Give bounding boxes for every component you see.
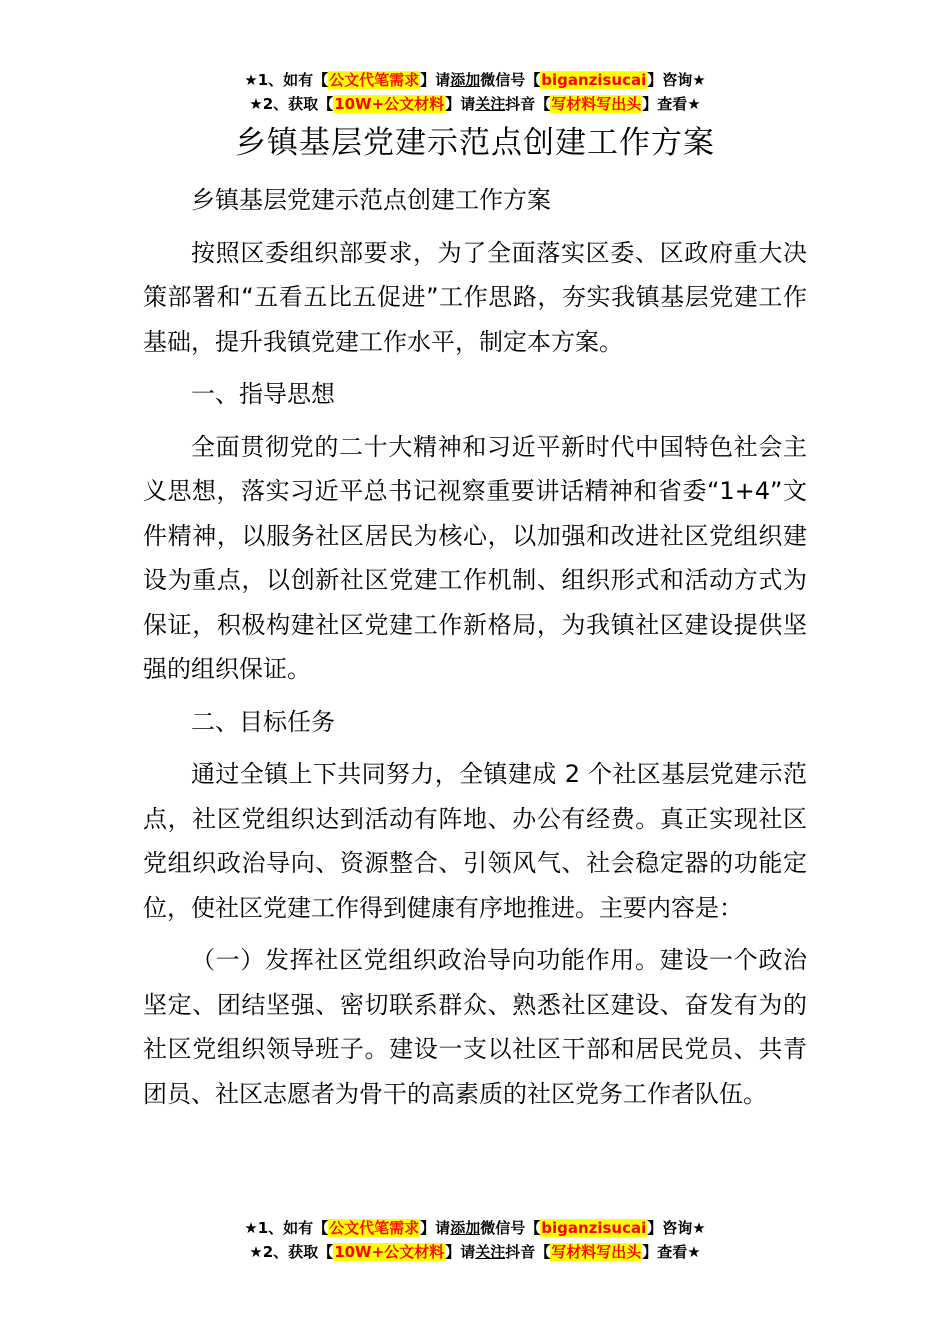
promo-text: 】请 [420, 71, 451, 89]
promo-highlight: 10W+公文材料 [334, 1243, 445, 1261]
promo-text: 微信号【 [480, 1219, 541, 1237]
promo-text: ★1、如有【 [244, 71, 329, 89]
intro-paragraph: 按照区委组织部要求，为了全面落实区委、区政府重大决策部署和“五看五比五促进”工作思路，夯实我镇基层党建工作基础，提升我镇党建工作水平，制定本方案。 [143, 238, 807, 356]
goals-paragraph: 通过全镇上下共同努力，全镇建成 2 个社区基层党建示范点，社区党组织达到活动有阵地、办公有经费。真正实现社区党组织政治导向、资源整合、引领风气、社会稳定器的功能定位，使社区党建工作得到健康有序地推进。主要内容是： [143, 760, 807, 922]
document-body [143, 178, 807, 1124]
section-heading-guiding-thought: 一、指导思想 [191, 380, 335, 408]
promo-text: ★2、获取【 [249, 1243, 334, 1261]
promo-line-1 [0, 1216, 950, 1240]
promo-text: 】查看★ [642, 1243, 701, 1261]
promo-highlight: 10W+公文材料 [334, 95, 445, 113]
promo-line-2 [0, 1240, 950, 1264]
promo-highlight: 公文代笔需求 [329, 1219, 420, 1237]
promo-underline-text: 关注 [475, 1243, 506, 1261]
promo-text: 抖音【 [505, 95, 551, 113]
promo-highlight: biganzisucai [541, 1219, 647, 1237]
promo-underline-text: 关注 [475, 95, 506, 113]
promo-text: 】请 [445, 95, 476, 113]
promo-line-2 [0, 92, 950, 116]
promo-line-1 [0, 68, 950, 92]
header-promo-banner [0, 68, 950, 116]
promo-highlight: biganzisucai [541, 71, 647, 89]
promo-text: 】请 [445, 1243, 476, 1261]
promo-text: 】请 [420, 1219, 451, 1237]
promo-text: ★1、如有【 [244, 1219, 329, 1237]
promo-text: 微信号【 [480, 71, 541, 89]
promo-text: 】查看★ [642, 95, 701, 113]
item-one-paragraph: （一）发挥社区党组织政治导向功能作用。建设一个政治坚定、团结坚强、密切联系群众、熟悉社区建设、奋发有为的社区党组织领导班子。建设一支以社区干部和居民党员、共青团员、社区志愿者为骨干的高素质的社区党务工作者队伍。 [143, 946, 807, 1108]
footer-promo-banner [0, 1216, 950, 1264]
promo-underline-text: 添加 [450, 71, 481, 89]
guiding-thought-paragraph: 全面贯彻党的二十大精神和习近平新时代中国特色社会主义思想，落实习近平总书记视察重要讲话精神和省委“1+4”文件精神，以服务社区居民为核心，以加强和改进社区党组织建设为重点，以创新社区党建工作机制、组织形式和活动方式为保证，积极构建社区党建工作新格局，为我镇社区建设提供坚强的组织保证。 [143, 432, 807, 683]
promo-underline-text: 添加 [450, 1219, 481, 1237]
promo-highlight: 公文代笔需求 [329, 71, 420, 89]
document-title: 乡镇基层党建示范点创建工作方案 [235, 125, 715, 161]
promo-text: 】咨询★ [647, 1219, 706, 1237]
promo-text: 抖音【 [505, 1243, 551, 1261]
promo-highlight: 写材料写出头 [551, 1243, 642, 1261]
promo-highlight: 写材料写出头 [551, 95, 642, 113]
subtitle-paragraph: 乡镇基层党建示范点创建工作方案 [191, 186, 551, 214]
promo-text: 】咨询★ [647, 71, 706, 89]
promo-text: ★2、获取【 [249, 95, 334, 113]
section-heading-goals: 二、目标任务 [191, 707, 335, 736]
